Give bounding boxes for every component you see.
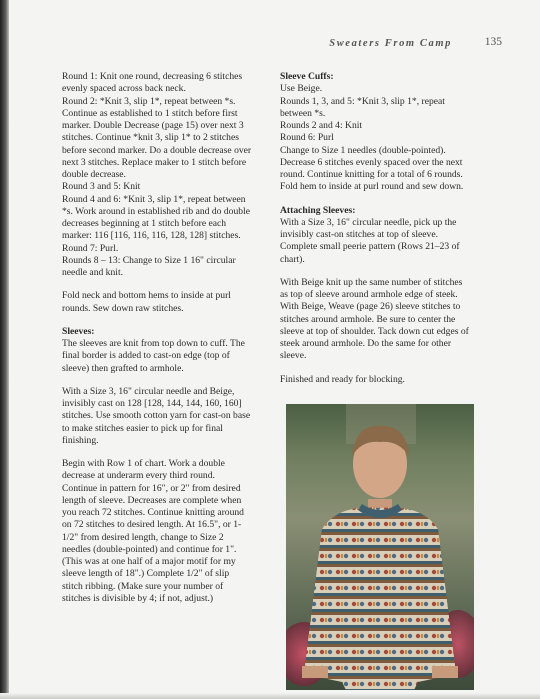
text-line: Begin with Row 1 of chart. Work a double	[62, 458, 225, 469]
text-line: as top of sleeve around armhole edge of steek.	[280, 289, 458, 300]
sleeve-cuffs-instructions	[280, 83, 485, 193]
sleeve-knitting-instructions	[62, 458, 267, 605]
text-line: With a Size 3, 16" circular needle, pick up the	[280, 216, 457, 228]
text-line: marker. Double Decrease (page 15) over next 3	[62, 120, 244, 131]
text-line: chart).	[280, 253, 305, 265]
text-line: rounds. Sew down raw stitches.	[62, 302, 184, 314]
text-line: decreases beginning at 1 stitch before each	[62, 218, 227, 229]
neck-ribbing-instructions	[62, 71, 267, 279]
text-line: (This was at one half of a major motif for my	[62, 556, 236, 567]
text-line: final border is added to cast-on edge (top of	[62, 350, 230, 362]
text-line: stitches. Use smooth cotton yarn for cast-on base	[62, 410, 251, 422]
text-line: Finished and ready for blocking.	[280, 373, 405, 385]
text-line: Round 4 and 6: *Knit 3, slip 1*, repeat between	[62, 193, 246, 205]
text-line: Use Beige.	[280, 83, 323, 95]
text-line: sleeve at top of shoulder. Tack down cut edges of	[280, 325, 469, 337]
text-line: With a Size 3, 16" circular needle and Beige,	[62, 385, 235, 397]
text-line: finishing.	[62, 434, 99, 446]
sleeves-heading: Sleeves:	[62, 325, 95, 337]
running-head: Sweaters From Camp	[329, 38, 452, 49]
left-column	[62, 71, 267, 605]
text-line: *s. Work around in established rib and do double	[62, 205, 250, 217]
text-line: stitches around armhole. Be sure to center the	[280, 313, 456, 325]
sleeve-cuffs-heading: Sleeve Cuffs:	[280, 71, 334, 82]
text-line: invisibly cast on 128 [128, 144, 144, 160, 160]	[62, 398, 242, 409]
text-line: evenly spaced across back neck.	[62, 83, 186, 95]
text-line: stitches is divisible by 4; if not, adjust.)	[62, 592, 214, 604]
text-line: Round 7: Purl.	[62, 242, 119, 254]
armhole-instructions	[280, 277, 485, 363]
text-line: Rounds 8 – 13: Change to Size 1 16" circular	[62, 254, 236, 266]
text-line: sleeve) then grafted to armhole.	[62, 362, 184, 374]
text-line: sleeve length of 18".) Complete 1/2" of slip	[62, 568, 230, 580]
page-number: 135	[484, 36, 502, 48]
text-line: Round 6: Purl	[280, 132, 334, 144]
text-line: needle and knit.	[62, 267, 124, 278]
hem-instructions	[62, 290, 267, 315]
text-line: before second marker. Do a double decrease over	[62, 144, 252, 156]
text-line: invisibly cast-on stitches at top of sleeve.	[280, 229, 438, 240]
text-line: Round 1: Knit one round, decreasing 6 stitches	[62, 71, 243, 82]
text-line: Decrease 6 stitches evenly spaced over the next	[280, 156, 463, 168]
text-line: between *s.	[280, 107, 326, 119]
text-line: sleeve.	[280, 350, 307, 362]
attaching-sleeves-instructions	[280, 217, 485, 266]
text-line: Rounds 1, 3, and 5: *Knit 3, slip 1*, repeat	[280, 95, 445, 107]
text-line: round. Continue knitting for a total of 6 rounds.	[280, 169, 463, 180]
text-line: Complete small peerie pattern (Rows 21–23 of	[280, 241, 460, 253]
text-line: Fold neck and bottom hems to inside at purl	[62, 290, 231, 302]
text-line: Fold hem to inside at purl round and sew down.	[280, 181, 464, 193]
sleeve-cast-on-instructions	[62, 386, 267, 447]
text-line: needles (double-pointed) and continue for 1".	[62, 543, 237, 555]
text-line: Continue as established to 1 stitch before first	[62, 107, 238, 119]
page-edge-shadow	[0, 693, 540, 699]
text-line: double decrease.	[62, 169, 126, 180]
right-column	[280, 71, 485, 386]
text-line: With Beige, Weave (page 26) sleeve stitches to	[280, 301, 461, 313]
text-line: Continue in pattern for 16", or 2" from desired	[62, 482, 241, 494]
text-line: length of sleeve. Decreases are complete when	[62, 494, 242, 506]
boy-in-sweater-illustration	[286, 404, 474, 690]
text-line: decrease at underarm every third round.	[62, 470, 215, 482]
text-line: Round 2: *Knit 3, slip 1*, repeat between *s.	[62, 95, 236, 107]
text-line: Change to Size 1 needles (double-pointed).	[280, 144, 446, 156]
text-line: Round 3 and 5: Knit	[62, 181, 141, 193]
text-line: you reach 72 stitches. Continue knitting around	[62, 507, 244, 518]
text-line: on 72 stitches to desired length. At 16.5", or 1-	[62, 519, 242, 531]
text-line: next 3 stitches. Replace maker to 1 stitch before	[62, 156, 247, 168]
text-line: to make stitches easier to pick up for final	[62, 422, 223, 434]
attaching-sleeves-heading: Attaching Sleeves:	[280, 204, 356, 216]
text-line: The sleeves are knit from top down to cuff. The	[62, 338, 245, 349]
text-line: 1/2" from desired length, change to Size 2	[62, 531, 224, 543]
sweater-photo	[286, 404, 474, 690]
text-line: Rounds 2 and 4: Knit	[280, 120, 363, 131]
photo-caption	[280, 374, 485, 386]
text-line: stitch ribbing. (Make sure your number of	[62, 580, 224, 592]
text-line: With Beige knit up the same number of stitches	[280, 276, 463, 288]
text-line: steek around armhole. Do the same for other	[280, 338, 452, 349]
text-line: stitches. Continue *knit 3, slip 1* to 2 stitches	[62, 132, 239, 144]
book-binding-shadow	[0, 0, 9, 699]
text-line: marker: 116 [116, 116, 116, 128, 128] stitches.	[62, 230, 241, 242]
sleeves-intro	[62, 338, 267, 375]
